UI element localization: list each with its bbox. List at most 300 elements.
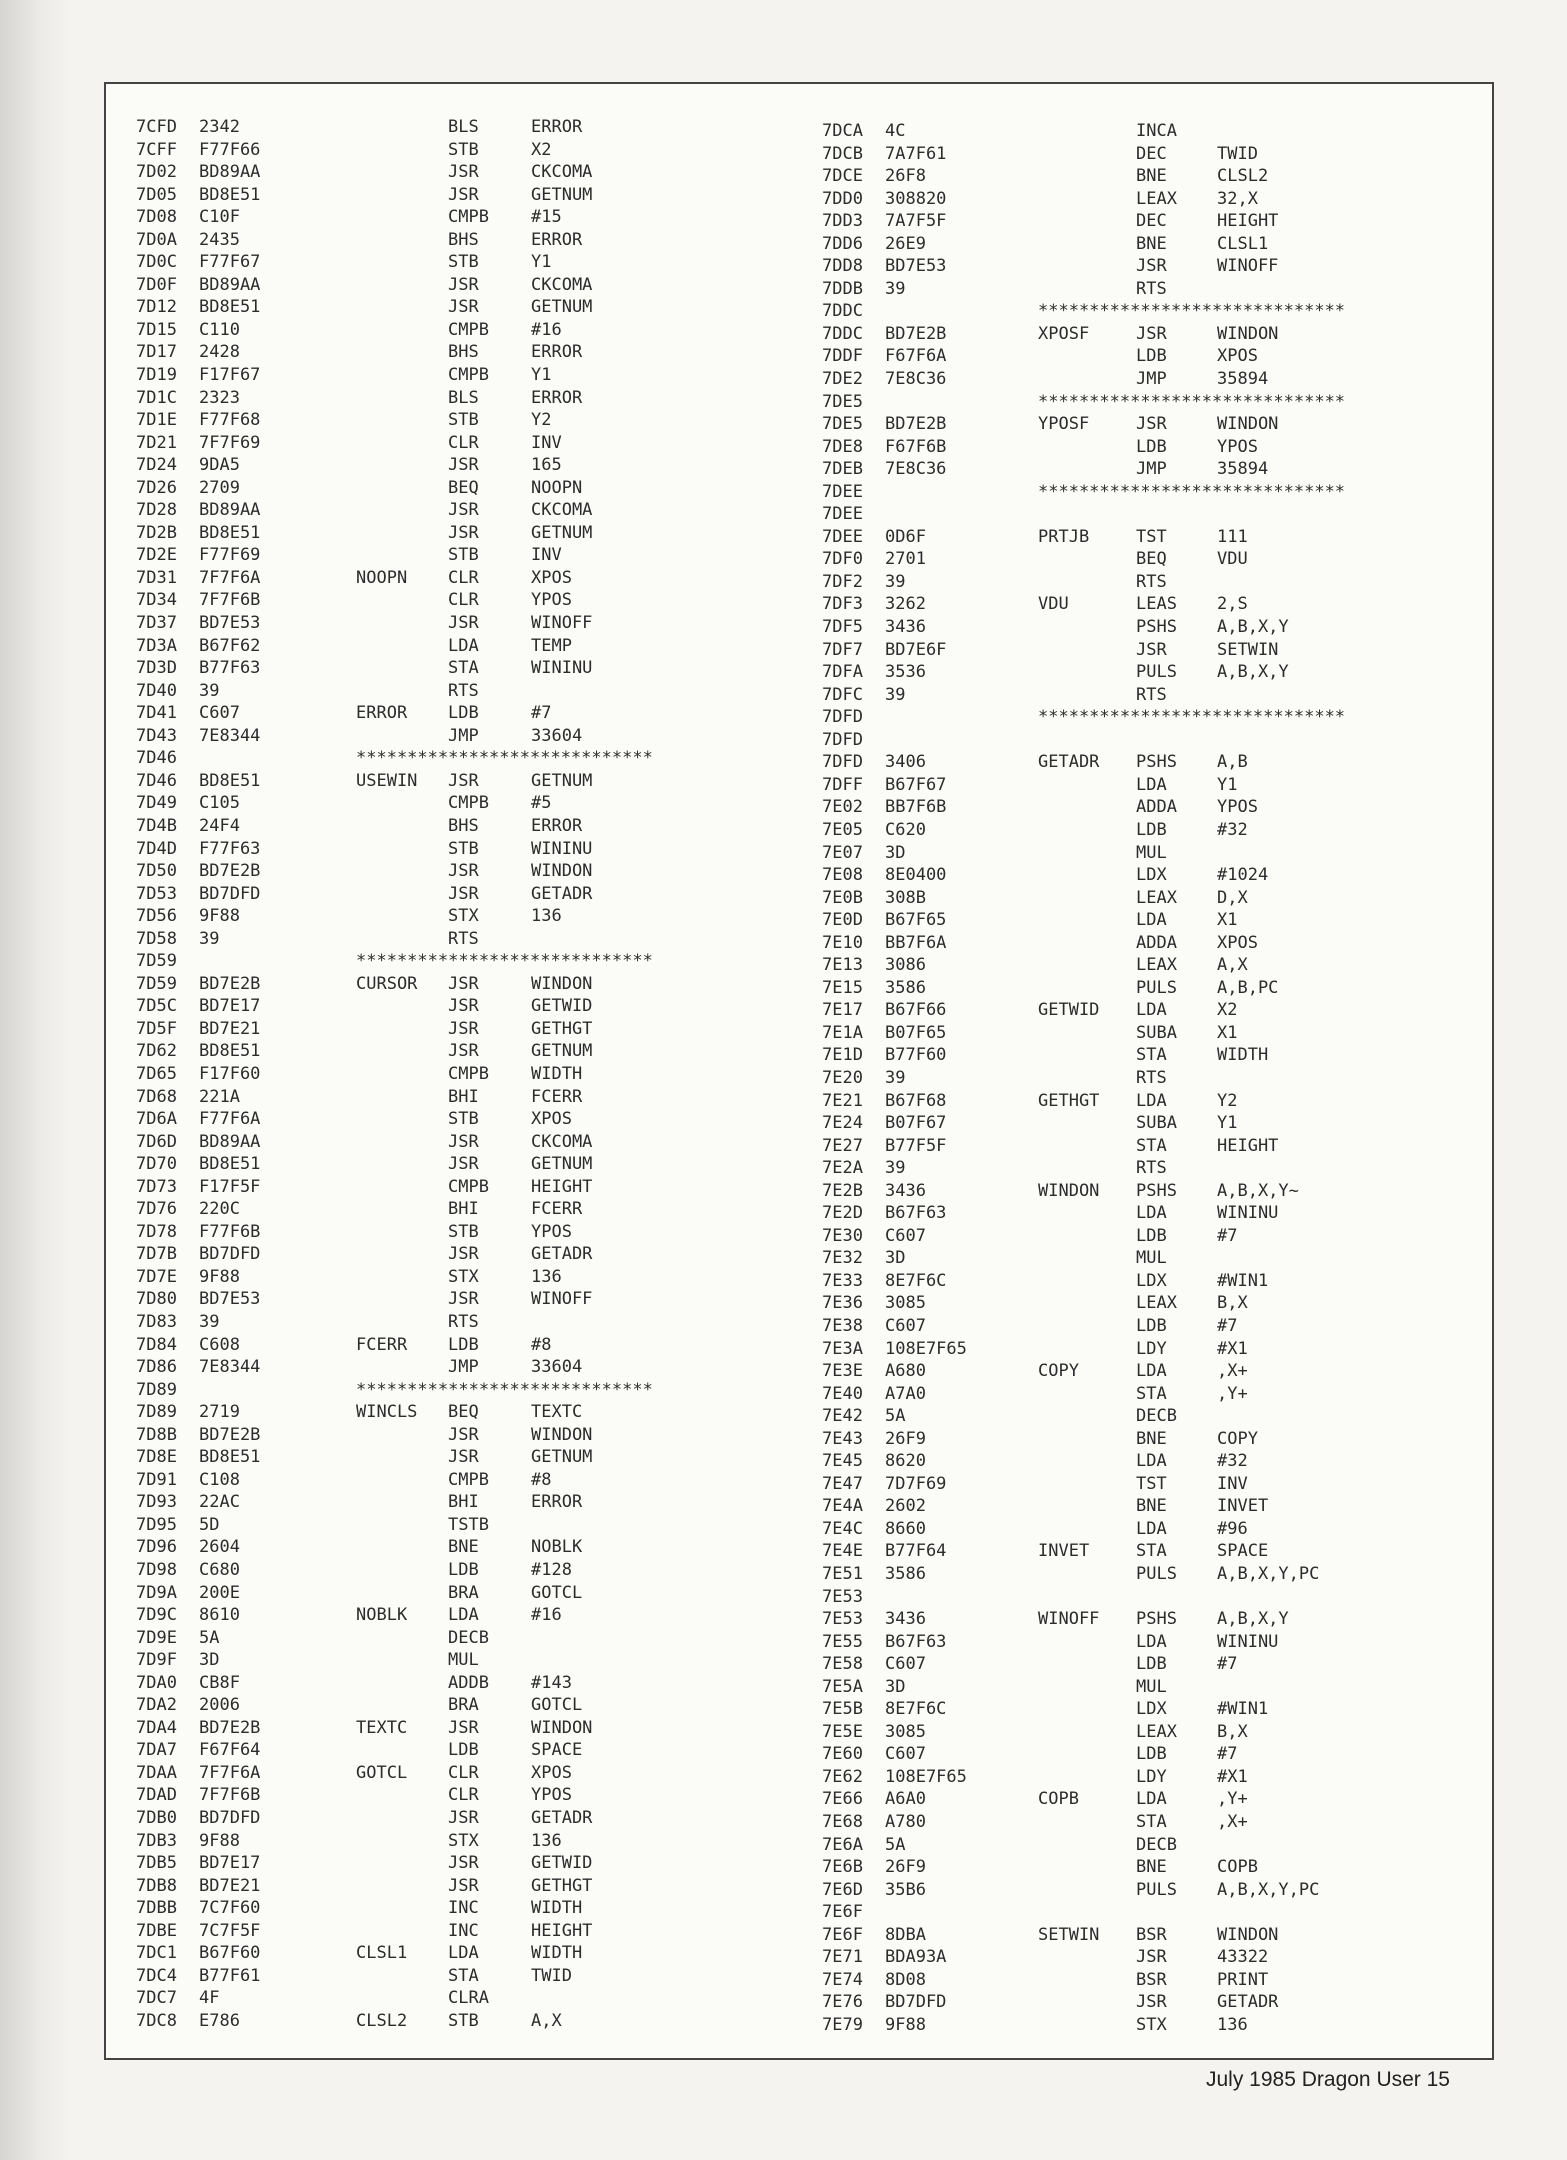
opcode: MUL	[448, 1650, 479, 1671]
operand: WINOFF	[531, 1289, 593, 1310]
operand: Y1	[1217, 774, 1238, 795]
label: CLSL1	[356, 1943, 408, 1964]
opcode: STA	[1136, 1541, 1167, 1562]
operand: #WIN1	[1217, 1270, 1269, 1291]
operand: GETNUM	[531, 184, 593, 205]
machine-code: 2604	[199, 1537, 240, 1558]
opcode: CMPB	[448, 319, 489, 340]
opcode: BRA	[448, 1695, 479, 1716]
address: 7D95	[136, 1514, 177, 1535]
address: 7E2B	[822, 1180, 863, 1201]
operand: 35894	[1217, 369, 1269, 390]
operand: Y1	[1217, 1113, 1238, 1134]
label: GOTCL	[356, 1762, 408, 1783]
machine-code: 3406	[885, 752, 926, 773]
address: 7D73	[136, 1176, 177, 1197]
machine-code: 7C7F5F	[199, 1920, 261, 1941]
opcode: RTS	[1136, 278, 1167, 299]
opcode: STB	[448, 139, 479, 160]
opcode: LDB	[1136, 1744, 1167, 1765]
operand: B,X	[1217, 1293, 1248, 1314]
machine-code: 2709	[199, 477, 240, 498]
operand: GOTCL	[531, 1582, 583, 1603]
address: 7DEE	[822, 481, 863, 502]
operand: #15	[531, 207, 562, 228]
opcode: JMP	[1136, 459, 1167, 480]
opcode: BNE	[1136, 1857, 1167, 1878]
machine-code: F77F66	[199, 139, 261, 160]
machine-code: 3D	[199, 1650, 220, 1671]
machine-code: 39	[885, 1067, 906, 1088]
machine-code: B07F67	[885, 1113, 947, 1134]
opcode: LDA	[448, 1943, 479, 1964]
opcode: DECB	[1136, 1406, 1177, 1427]
address: 7D8E	[136, 1447, 177, 1468]
machine-code: BD7DFD	[199, 1244, 261, 1265]
label: NOBLK	[356, 1605, 408, 1626]
label: YPOSF	[1038, 414, 1090, 435]
machine-code: BD8E51	[199, 297, 261, 318]
machine-code: 5D	[199, 1514, 220, 1535]
opcode: JSR	[448, 455, 479, 476]
opcode: BLS	[448, 387, 479, 408]
opcode: PULS	[1136, 662, 1177, 683]
opcode: LEAX	[1136, 188, 1177, 209]
machine-code: BD8E51	[199, 1154, 261, 1175]
operand: X2	[1217, 1000, 1238, 1021]
machine-code: BD7E2B	[199, 1424, 261, 1445]
machine-code: 26F9	[885, 1857, 926, 1878]
machine-code: 2006	[199, 1695, 240, 1716]
machine-code: 24F4	[199, 815, 240, 836]
operand: WININU	[1217, 1203, 1279, 1224]
address: 7E60	[822, 1744, 863, 1765]
machine-code: 7F7F6B	[199, 590, 261, 611]
address: 7E55	[822, 1631, 863, 1652]
address: 7D28	[136, 500, 177, 521]
operand: ,Y+	[1217, 1789, 1248, 1810]
opcode: DEC	[1136, 143, 1167, 164]
address: 7D76	[136, 1199, 177, 1220]
machine-code: BD89AA	[199, 1131, 261, 1152]
operand: #X1	[1217, 1766, 1248, 1787]
machine-code: 9F88	[199, 1830, 240, 1851]
address: 7E5A	[822, 1676, 863, 1697]
address: 7E2D	[822, 1203, 863, 1224]
machine-code: B67F63	[885, 1203, 947, 1224]
address: 7D89	[136, 1379, 177, 1400]
machine-code: F77F63	[199, 838, 261, 859]
address: 7DCE	[822, 166, 863, 187]
operand: 136	[1217, 2014, 1248, 2035]
operand: ERROR	[531, 1492, 583, 1513]
opcode: DECB	[448, 1627, 489, 1648]
operand: Y1	[531, 252, 552, 273]
machine-code: 2342	[199, 117, 240, 137]
address: 7E5E	[822, 1721, 863, 1742]
opcode: ADDA	[1136, 797, 1177, 818]
label: CURSOR	[356, 973, 418, 994]
address: 7D5C	[136, 996, 177, 1017]
address: 7DF7	[822, 639, 863, 660]
address: 7DA7	[136, 1740, 177, 1761]
machine-code: F67F64	[199, 1740, 261, 1761]
opcode: STA	[1136, 1135, 1167, 1156]
address: 7DFD	[822, 752, 863, 773]
machine-code: BD7E17	[199, 996, 261, 1017]
machine-code: 35B6	[885, 1879, 926, 1900]
opcode: LDA	[1136, 1000, 1167, 1021]
opcode: DECB	[1136, 1834, 1177, 1855]
opcode: CLR	[448, 1785, 479, 1806]
opcode: CMPB	[448, 1176, 489, 1197]
operand: SETWIN	[1217, 639, 1279, 660]
operand: ,X+	[1217, 1812, 1248, 1833]
machine-code: 9F88	[199, 1266, 240, 1287]
address: 7D80	[136, 1289, 177, 1310]
address: 7E13	[822, 955, 863, 976]
label: COPY	[1038, 1361, 1079, 1382]
opcode: LEAX	[1136, 1721, 1177, 1742]
operand: SPACE	[531, 1740, 583, 1761]
machine-code: 3D	[885, 842, 906, 863]
operand: #7	[1217, 1225, 1238, 1246]
machine-code: C620	[885, 819, 926, 840]
opcode: INC	[448, 1898, 479, 1919]
operand: WIDTH	[531, 1898, 583, 1919]
operand: A,X	[1217, 955, 1248, 976]
opcode: LDY	[1136, 1338, 1167, 1359]
opcode: JSR	[448, 613, 479, 634]
address: 7D34	[136, 590, 177, 611]
machine-code: B67F67	[885, 774, 947, 795]
address: 7DE2	[822, 369, 863, 390]
opcode: LDB	[1136, 1654, 1167, 1675]
opcode: STA	[448, 1965, 479, 1986]
opcode: BNE	[1136, 1496, 1167, 1517]
machine-code: 2323	[199, 387, 240, 408]
address: 7E5B	[822, 1699, 863, 1720]
opcode: LDB	[448, 1334, 479, 1355]
address: 7E15	[822, 977, 863, 998]
operand: ERROR	[531, 117, 583, 137]
machine-code: F77F68	[199, 410, 261, 431]
address: 7E30	[822, 1225, 863, 1246]
operand: #16	[531, 1605, 562, 1626]
address: 7DD3	[822, 211, 863, 232]
address: 7D24	[136, 455, 177, 476]
machine-code: C607	[885, 1744, 926, 1765]
opcode: LDA	[1136, 1451, 1167, 1472]
opcode: MUL	[1136, 1248, 1167, 1269]
label: XPOSF	[1038, 323, 1090, 344]
address: 7E20	[822, 1067, 863, 1088]
opcode: STA	[448, 658, 479, 679]
opcode: JSR	[1136, 639, 1167, 660]
machine-code: 7F7F6A	[199, 1762, 261, 1783]
address: 7E43	[822, 1428, 863, 1449]
opcode: LDA	[1136, 1631, 1167, 1652]
opcode: INC	[448, 1920, 479, 1941]
opcode: LDB	[1136, 436, 1167, 457]
label: INVET	[1038, 1541, 1090, 1562]
operand: TEXTC	[531, 1402, 583, 1423]
opcode: JSR	[448, 500, 479, 521]
machine-code: F77F6B	[199, 1221, 261, 1242]
machine-code: BD8E51	[199, 770, 261, 791]
operand: ERROR	[531, 387, 583, 408]
address: 7D40	[136, 680, 177, 701]
address: 7D84	[136, 1334, 177, 1355]
opcode: MUL	[1136, 842, 1167, 863]
opcode: BEQ	[448, 1402, 479, 1423]
machine-code: 39	[199, 928, 220, 949]
opcode: JSR	[448, 1808, 479, 1829]
opcode: LDB	[1136, 819, 1167, 840]
machine-code: 7E8C36	[885, 369, 947, 390]
address: 7D0C	[136, 252, 177, 273]
machine-code: 8E7F6C	[885, 1270, 947, 1291]
operand: TWID	[531, 1965, 572, 1986]
opcode: PSHS	[1136, 617, 1177, 638]
label: WINCLS	[356, 1402, 418, 1423]
opcode: LDB	[448, 703, 479, 724]
operand: A,B,X,Y	[1217, 1609, 1289, 1630]
operand: #32	[1217, 819, 1248, 840]
operand: YPOS	[531, 1785, 572, 1806]
machine-code: F77F6A	[199, 1109, 261, 1130]
address: 7D1C	[136, 387, 177, 408]
machine-code: 7E8344	[199, 725, 261, 746]
address: 7E27	[822, 1135, 863, 1156]
operand: 33604	[531, 725, 583, 746]
operand: A,B,PC	[1217, 977, 1279, 998]
operand: WINOFF	[1217, 256, 1279, 277]
address: 7E71	[822, 1947, 863, 1968]
address: 7D4D	[136, 838, 177, 859]
machine-code: BD89AA	[199, 274, 261, 295]
opcode: JMP	[448, 1357, 479, 1378]
machine-code: B67F60	[199, 1943, 261, 1964]
operand: 136	[531, 1830, 562, 1851]
machine-code: 0D6F	[885, 526, 926, 547]
operand: #143	[531, 1672, 572, 1693]
machine-code: BB7F6A	[885, 932, 947, 953]
address: 7E38	[822, 1315, 863, 1336]
operand: CKCOMA	[531, 162, 593, 183]
label: FCERR	[356, 1334, 408, 1355]
label: GETWID	[1038, 1000, 1100, 1021]
opcode: STB	[448, 1221, 479, 1242]
machine-code: BD8E51	[199, 1447, 261, 1468]
machine-code: 7F7F6A	[199, 567, 261, 588]
opcode: STB	[448, 410, 479, 431]
address: 7DA0	[136, 1672, 177, 1693]
machine-code: 3D	[885, 1248, 906, 1269]
label: NOOPN	[356, 567, 408, 588]
machine-code: BD7DFD	[199, 1808, 261, 1829]
opcode: RTS	[448, 928, 479, 949]
address: 7E45	[822, 1451, 863, 1472]
operand: CKCOMA	[531, 274, 593, 295]
opcode: CMPB	[448, 207, 489, 228]
opcode: LDA	[1136, 1203, 1167, 1224]
address: 7E24	[822, 1113, 863, 1134]
machine-code: 3262	[885, 594, 926, 615]
machine-code: 3586	[885, 977, 926, 998]
operand: #8	[531, 1469, 552, 1490]
address: 7DD8	[822, 256, 863, 277]
address: 7DC8	[136, 2010, 177, 2031]
label: WINOFF	[1038, 1609, 1100, 1630]
opcode: STX	[1136, 2014, 1167, 2035]
opcode: JSR	[448, 297, 479, 318]
machine-code: F17F5F	[199, 1176, 261, 1197]
separator: ******************************	[1038, 301, 1346, 322]
opcode: BNE	[1136, 233, 1167, 254]
address: 7D68	[136, 1086, 177, 1107]
opcode: BHI	[448, 1199, 479, 1220]
address: 7D15	[136, 319, 177, 340]
address: 7DE5	[822, 414, 863, 435]
opcode: LDA	[448, 635, 479, 656]
machine-code: 9DA5	[199, 455, 240, 476]
operand: PRINT	[1217, 1969, 1269, 1990]
operand: HEIGHT	[531, 1176, 593, 1197]
machine-code: BD7E53	[885, 256, 947, 277]
opcode: JSR	[448, 522, 479, 543]
opcode: DEC	[1136, 211, 1167, 232]
opcode: STX	[448, 906, 479, 927]
address: 7E1D	[822, 1045, 863, 1066]
address: 7D2B	[136, 522, 177, 543]
operand: WIDTH	[531, 1063, 583, 1084]
opcode: PULS	[1136, 1879, 1177, 1900]
machine-code: BD89AA	[199, 500, 261, 521]
machine-code: BD7E53	[199, 1289, 261, 1310]
opcode: JSR	[448, 770, 479, 791]
address: 7D83	[136, 1311, 177, 1332]
machine-code: 39	[885, 1158, 906, 1179]
address: 7D5F	[136, 1018, 177, 1039]
operand: VDU	[1217, 549, 1248, 570]
operand: #16	[531, 319, 562, 340]
opcode: JSR	[448, 1154, 479, 1175]
address: 7DFD	[822, 729, 863, 750]
machine-code: BD7E53	[199, 613, 261, 634]
opcode: JSR	[1136, 323, 1167, 344]
operand: 33604	[531, 1357, 583, 1378]
address: 7E10	[822, 932, 863, 953]
address: 7D08	[136, 207, 177, 228]
machine-code: 200E	[199, 1582, 240, 1603]
operand: 136	[531, 906, 562, 927]
operand: XPOS	[531, 1762, 572, 1783]
operand: 136	[531, 1266, 562, 1287]
operand: GETWID	[531, 1853, 593, 1874]
opcode: BEQ	[1136, 549, 1167, 570]
opcode: TST	[1136, 526, 1167, 547]
operand: INV	[1217, 1473, 1248, 1494]
operand: A,B,X,Y,PC	[1217, 1564, 1320, 1584]
separator: *****************************	[356, 748, 653, 769]
operand: ERROR	[531, 815, 583, 836]
address: 7D46	[136, 748, 177, 769]
opcode: BNE	[1136, 1428, 1167, 1449]
opcode: BHS	[448, 229, 479, 250]
machine-code: 26F9	[885, 1428, 926, 1449]
machine-code: 3086	[885, 955, 926, 976]
address: 7E0B	[822, 887, 863, 908]
machine-code: 7E8344	[199, 1357, 261, 1378]
address: 7D50	[136, 861, 177, 882]
address: 7DDB	[822, 278, 863, 299]
operand: CKCOMA	[531, 1131, 593, 1152]
address: 7DF3	[822, 594, 863, 615]
address: 7E62	[822, 1766, 863, 1787]
opcode: LEAX	[1136, 955, 1177, 976]
machine-code: B77F5F	[885, 1135, 947, 1156]
opcode: JSR	[448, 1853, 479, 1874]
operand: CLSL2	[1217, 166, 1269, 187]
address: 7CFD	[136, 117, 177, 137]
machine-code: 26E9	[885, 233, 926, 254]
address: 7D0A	[136, 229, 177, 250]
operand: COPY	[1217, 1428, 1258, 1449]
operand: GETNUM	[531, 522, 593, 543]
operand: A,B,X,Y,PC	[1217, 1879, 1320, 1900]
operand: D,X	[1217, 887, 1248, 908]
operand: GOTCL	[531, 1695, 583, 1716]
opcode: RTS	[1136, 571, 1167, 592]
machine-code: 2428	[199, 342, 240, 363]
machine-code: C607	[885, 1315, 926, 1336]
operand: 35894	[1217, 459, 1269, 480]
machine-code: A6A0	[885, 1789, 926, 1810]
address: 7E40	[822, 1383, 863, 1404]
machine-code: B77F60	[885, 1045, 947, 1066]
machine-code: B77F61	[199, 1965, 261, 1986]
opcode: JSR	[448, 861, 479, 882]
address: 7DBB	[136, 1898, 177, 1919]
opcode: STB	[448, 252, 479, 273]
address: 7DDC	[822, 301, 863, 322]
operand: #128	[531, 1560, 572, 1580]
operand: Y2	[531, 410, 552, 431]
machine-code: C607	[199, 703, 240, 724]
address: 7E42	[822, 1406, 863, 1427]
operand: X1	[1217, 1022, 1238, 1043]
operand: #WIN1	[1217, 1699, 1269, 1720]
operand: ERROR	[531, 342, 583, 363]
machine-code: C105	[199, 793, 240, 814]
operand: XPOS	[531, 567, 572, 588]
address: 7E4E	[822, 1541, 863, 1562]
address: 7DB3	[136, 1830, 177, 1851]
address: 7E2A	[822, 1158, 863, 1179]
address: 7DFC	[822, 684, 863, 705]
opcode: BEQ	[448, 477, 479, 498]
operand: GETNUM	[531, 770, 593, 791]
machine-code: F17F60	[199, 1063, 261, 1084]
address: 7D96	[136, 1537, 177, 1558]
label: WINDON	[1038, 1180, 1100, 1201]
machine-code: B67F66	[885, 1000, 947, 1021]
operand: CKCOMA	[531, 500, 593, 521]
machine-code: BD8E51	[199, 1041, 261, 1062]
operand: #1024	[1217, 865, 1269, 886]
label: PRTJB	[1038, 526, 1090, 547]
